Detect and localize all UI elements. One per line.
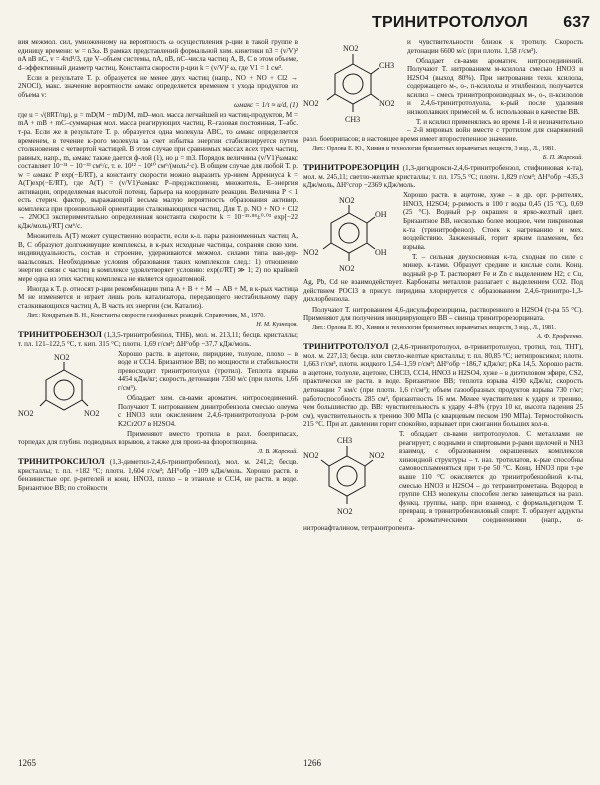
footer-column-number-left: 1265: [18, 758, 36, 768]
nitro-group-label: NO2: [343, 44, 359, 53]
article-intro: (1,3-дигидрокси-2,4,6-тринитробензол, стифниновая к-та), мол. м. 245,11; светло-желтые кристаллы; т. пл. 175,5 °С; плотн. 1,829 г/см³; ΔH°обр −435,3 кДж/моль, ΔH°сгор −2369 кДж/моль.: [303, 164, 583, 190]
nitro-group-label: NO2: [339, 264, 355, 274]
methyl-group-label: CH3: [345, 115, 361, 124]
trinitroxylene-structure: [303, 40, 399, 132]
paragraph: Получают Т. нитрованием 4,6-дисульфорезорцина, растворенного в H2SO4 (т-ра 55 °С). Применяют для получения инициирующего ВВ – свинца тринитрорезорцината.: [303, 305, 583, 323]
nitro-group-label: NO2: [339, 196, 355, 206]
paragraph: Множитель A(T) может существенно возрасти, если к-л. пары разноименных частиц A, B, C образуют долгоживущие комплексы, в к-рых исходные частицы, сохраняя свою хим. индивидуальность, состав и строение, удерживаются межмол. силами типа ван-дер-ваальсовых. Необходимые условия образования таких комплексов след.: 1) отношение энергии связи с частиц в комплексе удовлетворяет условию: exp(ε/RT) ≫ 1; 2) по крайней мере одна из этих частиц комплекса не является одноатомной.: [18, 232, 298, 283]
article-body: Хорошо раств. в ацетоне, хуже – в др. орг. р-рителях, HNO3, H2SO4; р-римость в 100 г воды 0,45 (15 °С), 0,69 (25 °С). Водный р-р окрашен в ярко-желтый цвет. Бризантное ВВ, несколько более мощное, чем пикриновая к-та (тринитрофенол). Стоек к нагреванию и мех. воздействию. Зажженный, горит ярким пламенем, без взрыва.: [403, 191, 583, 251]
author-signature: Л. В. Жарский.: [257, 448, 298, 456]
formula: ωмакс = 1/τ ≈ u/d, (1): [234, 100, 298, 109]
article-trinitrotoluene: [303, 342, 583, 428]
nitro-group-label: NO2: [379, 99, 395, 108]
article-heading: ТРИНИТРОРЕЗОРЦИН: [303, 162, 400, 173]
nitro-group-label: NO2: [54, 352, 70, 362]
footer-column-number-right: 1266: [303, 758, 321, 768]
article-trinitroxylene: [18, 457, 298, 492]
literature: Лит.: Кондратьев В. Н., Константы скорости газофазных реакций. Справочник, М., 1970.: [27, 311, 265, 319]
author-signature: А. Ф. Ерофеенко.: [537, 333, 583, 341]
paragraph: Обладает хим. св-вами ароматич. нитросоединений. Получают Т. нитрованием динитробензола смесью олеума с HNO3 или окислением 2,4,6-тринитротолуола р-ром K2Cr2O7 в H2SO4.: [118, 393, 298, 428]
nitro-group-label: NO2: [369, 451, 385, 461]
article-heading: ТРИНИТРОБЕНЗОЛ: [18, 329, 102, 340]
paragraph: где u = √(8RT/πμ), μ = mD(M − mD)/M, mD–мол. масса легчайшей из частиц-продуктов, M = mA + mB + mC–суммарная мол. масса реагирующих частиц, R–газовая постоянная, T–абс. т-ра. Если же в результате Т. р. образуется одна молекула ABC, то ωмакс определяется временем, в течение к-рого молекула за счет избытка энергии стабилизируется путем столкновения с четвертой частицей. В этом случае при сравнимых массах всех трех частиц, равных, напр., m, ωмакс также дается ф-лой (1), но μ = m3. Порядок величины (v/V1)²ωмакс составляет 10⁻³¹ − 10⁻³³ см⁶/с, т. е. 10¹² − 10¹⁰ см⁶/(моль²·с). В общем случае для любой Т. р. w = ωмакс P exp(−E/RT), а константу скорости можно выразить ур-нием Аррениуса k = A(T)exp(−E/RT), где A(T) = (v/V1)²ωмакс P–предэкспоненц. множитель, E–энергия активации, определяемая высотой потенц. барьера на координате реакции. Величина P < 1 есть стерич. фактор, выражающий весьма малую вероятность образования активир. комплекса при произвольной ориентации сталкивающихся частиц. Для Т. р. NO + NO + Cl2 → 2NOCl экспериментально определенная константа скорости k = 10⁻³⁵·⁸⁸±⁰·⁰³ exp[−22 кДж/моль)/RT] см⁶/с.: [18, 110, 298, 230]
paragraph: Применяют вместо тротила в разл. боеприпасах, торпедах для глубин. подводных взрывов, а также для произ-ва флороглюцина.: [18, 429, 298, 447]
article-intro: (1,3-диметил-2,4,6-тринитробензол), мол. м. 241,2; бесцв. кристаллы; т. пл. +182 °С; плотн. 1,604 г/см³; ΔH°обр −109 кДж/моль. Хорошо раств. в бензинистые орг. р-рителей и конц. HNO3, плохо – в этаноле и CCl4, не раств. в воде. Бризантное ВВ; по стойкости: [18, 458, 298, 492]
article-trinitroresorcinol: [303, 163, 583, 190]
paragraph: Т. и ксилил применялись во время 1-й и незначительно – 2-й мировых войн вместе с тротилом для снаряжений разл. боеприпасов; в настоящее время имеет второстепенное значение.: [303, 117, 583, 144]
right-column: [303, 38, 583, 750]
paragraph: Обладает св-вами ароматич. нитросоединений. Получают Т. нитрованием м-ксилола смесью HNO3 и H2SO4 (выход 80%). При нитровании техн. ксилола, содержащего м-, о-, п-ксилолы и этилбензол, получается ксилил – смесь тринитропроизводных м-, о-, п-ксилолов и 2,4,6-тринитротолуола, к-рый после удаления низкоплавких примесей м. б. использован в качестве ВВ.: [407, 56, 583, 116]
article-body: Т. обладает св-вами нитротолуолов. С металлами не реагирует; с водными и спиртовыми р-рами щелочей и NH3 взаимод. с образованием окрашенных комплексов хиноидной структуры – т. наз. тротилатов, к-рые способны самовоспламеняться при т-ре 50 °С. Конц. HNO3 при т-ре выше 110 °С окисляется до тринитробензойной к-ты, смесью HNO3 и H2SO4 – до тетранитрометана. Водород в группе CH3 молекулы способен легко замещаться на разл. функц. группы, напр. при взаимод. с формальдегидом Т. превращ. в тринитробензиловый спирт. Т. образует аддукты с ароматическими соединениями (напр., α-нитронафталином, тетранитропента-: [303, 430, 583, 533]
nitro-group-label: NO2: [337, 507, 353, 517]
nitro-group-label: NO2: [303, 451, 319, 461]
article-heading: ТРИНИТРОКСИЛОЛ: [18, 456, 105, 467]
article-trinitrobenzene: [18, 330, 298, 348]
literature: Лит.: Орлова Е. Ю., Химия и технология бризантных взрывчатых веществ, 3 изд., Л., 1981.: [312, 145, 556, 153]
article-intro: (2,4,6-тринитротолуол, α-тринитротолуол, тротил, тол, ТНТ), мол. м. 227,13; бесцв. или светло-желтые кристаллы; т. пл. 80,85 °С; нетипроксикол; плотн. 1,663 г/см³, плотн. жидкого 1,54–1,59 г/см³; ΔH°обр −186,7 кДж/кг; pKa 14,5. Хорошо раств. в ацетоне, толуоле, ацетоне, CHCl3, CCl4, HNO3 и H2SO4, хуже – в диэтиловом эфире, CS2, практически не раств. в воде. Бризантное ВВ; теплота взрыва 4190 кДж/кг, скорость детонации 7 км/с (при плотн. 1,6 г/см³); объем газообразных продуктов взрыва 730 г/кг; работоспособность 285 см³, бризантность 16 мм. Менее чувствителен к удару и трению, чем большинство др. ВВ: чувствительность к удару 4–8% (груз 10 кг, высота падения 25 см), чувствительность к трению 300 МПа (с кварцевым песком 190 МПа). Термостойкость 215 °С. При ат. давлении горит спокойно, взрывает при сжигании больших кол-в.: [303, 343, 583, 429]
hydroxyl-group-label: OH: [375, 248, 387, 258]
page-number: 637: [563, 14, 590, 31]
methyl-group-label: CH3: [379, 61, 395, 70]
paragraph: вия межмол. сил, умноженному на вероятность ω осуществления р-ции в такой группе в единицу времени: w = n3ω. В рамках представлений формальной хим. кинетики n3 = (v/V)² nA nB nC, v = 4πd³/3, где V–объем системы, nA, nB, nC–числа частиц A, B, C в этом объеме, d–эффективный диаметр частиц. Константа скорости р-ции k = (v/V)² ω, где V1 = 1 см³.: [18, 38, 298, 72]
literature: Лит.: Орлова Е. Ю., Химия и технология бризантных взрывчатых веществ, 3 изд., Л., 1981.: [312, 324, 556, 332]
paragraph: Т. – сильная двухосновная к-та, сходная по силе с минер. к-тами. Образует средние и кислые соли. Конц. водный р-р Т. растворяет Fe и Zn с выделением H2; с Cu, Ag, Pb, Cd не взаимодействует. Карбонаты металлов разлагает с выделением CO2. Под действием POCl3 в присут. пиридина хлорируется с образованием 2,4,6-тринитро-1,3-дихлорбензола.: [303, 252, 583, 304]
paragraph-text: и чувствительности близок к тротилу. Скорость детонации 6600 м/с (при плотн. 1,58 г/см³).: [407, 38, 583, 55]
author-signature: Б. П. Жарский.: [542, 154, 583, 162]
trinitrotoluene-structure: [303, 432, 391, 518]
paragraph: Если в результате Т. р. образуется не менее двух частиц (напр., NO + NO + Cl2 → 2NOCl), макс. значение вероятности ωмакс определяется временем τ ухода продуктов из объема v:: [18, 73, 298, 99]
paragraph: [303, 191, 583, 274]
left-column: [18, 38, 298, 750]
paragraph: Иногда к Т. р. относят р-ции рекомбинации типа A + B + + M → AB + M, в к-рых частица M не изменяется и играет лишь роль катализатора, передающего нестабильному пару сталкивающихся частиц A, B часть их энергии (см. Катализ).: [18, 284, 298, 310]
trinitrobenzene-structure: [18, 352, 110, 430]
nitro-group-label: NO2: [303, 99, 319, 108]
nitro-group-label: NO2: [18, 408, 34, 418]
page-header-title: ТРИНИТРОТОЛУОЛ: [372, 14, 528, 31]
article-heading: ТРИНИТРОТОЛУОЛ: [303, 341, 389, 352]
nitro-group-label: NO2: [303, 248, 319, 258]
nitro-group-label: NO2: [84, 408, 100, 418]
hydroxyl-group-label: OH: [375, 210, 387, 220]
article-intro: (1,3,5-тринитробензол, ТНБ), мол. м. 213,11; бесцв. кристаллы; т. пл. 121–122,5 °С, т. кип. 315 °С; плотн. 1,69 г/см³; ΔH°обр −37,7 кДж/моль.: [18, 331, 298, 348]
article-body: Хорошо раств. в ацетоне, пиридине, толуоле, плохо – в воде и CCl4. Бризантное ВВ; по мощности и стабильности превосходит тринитротолуол (тротил). Теплота взрыва 4454 кДж/кг; скорость детонации 7350 м/с (при плотн. 1,66 г/см³).: [118, 349, 298, 392]
author-signature: Н. М. Кузнецов.: [256, 321, 298, 329]
trinitroresorcinol-structure: [303, 193, 395, 275]
paragraph: [303, 430, 583, 533]
methyl-group-label: CH3: [337, 436, 353, 446]
